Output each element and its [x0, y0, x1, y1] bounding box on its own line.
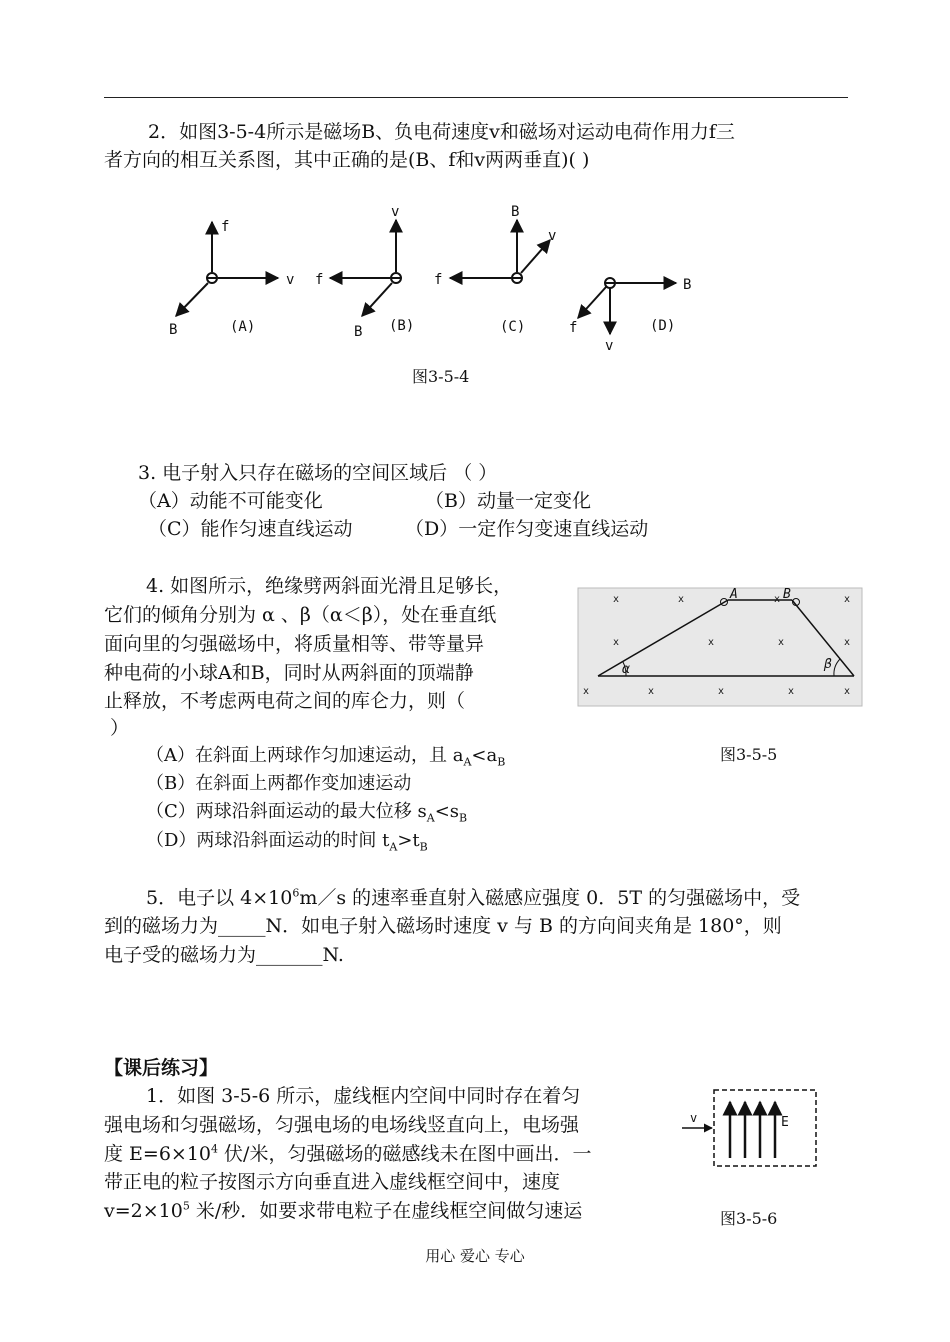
label-c: (C)	[500, 319, 526, 335]
field-cross: x	[613, 637, 620, 648]
q2-line1: 2．如图3-5-4所示是磁场B、负电荷速度v和磁场对运动电荷作用力f三	[148, 121, 735, 143]
angle-alpha-label: α	[622, 662, 630, 677]
label-b-b: B	[354, 324, 363, 340]
label-d-f: f	[569, 320, 578, 336]
homework-line4: 带正电的粒子按图示方向垂直进入虚线框空间中，速度	[104, 1171, 561, 1193]
q4-option-a: （A）在斜面上两球作匀加速运动，且 $a_A<a_B$	[146, 745, 506, 769]
ball-b-label: B	[783, 587, 791, 602]
field-cross: x	[718, 686, 725, 697]
q3-stem: 3. 电子射入只存在磁场的空间区域后 （ ）	[138, 462, 498, 484]
diagram-b	[330, 220, 401, 316]
label-a: (A)	[230, 319, 256, 335]
diagram-c	[450, 220, 550, 283]
homework-line2: 强电场和匀强磁场，匀强电场的电场线竖直向上，电场强	[104, 1114, 580, 1136]
homework-line1: 1．如图 3-5-6 所示，虚线框内空间中同时存在着匀	[146, 1085, 581, 1107]
q2-line2: 者方向的相互关系图，其中正确的是(B、f和v两两垂直)( )	[104, 149, 590, 171]
figure-3-5-6	[680, 1086, 820, 1172]
q4-option-d: （D）两球沿斜面运动的时间 $t_A>t_B$	[146, 830, 428, 854]
label-c-b: B	[511, 204, 520, 220]
label-a-b: B	[169, 322, 178, 338]
field-cross: x	[844, 686, 851, 697]
homework-heading: 【课后练习】	[104, 1057, 219, 1079]
field-cross: x	[678, 594, 685, 605]
figure-3-5-6-caption: 图3-5-6	[720, 1209, 778, 1228]
q4-line6: ）	[110, 717, 130, 739]
q5-line3: 电子受的磁场力为_______N.	[104, 944, 344, 966]
homework-line3: 度 $E=6\times 10^4$ 伏/米，匀强磁场的磁感线未在图中画出．一	[104, 1142, 592, 1165]
angle-beta-label: β	[824, 657, 832, 672]
field-cross: x	[648, 686, 655, 697]
q3-option-a: （A）动能不可能变化	[138, 490, 323, 512]
figure-3-5-5-caption: 图3-5-5	[720, 745, 778, 764]
label-d-b: B	[683, 277, 692, 293]
figure-3-5-4-caption: 图3-5-4	[412, 367, 470, 386]
homework-line5: $v=2\times 10^5$ 米/秒．如要求带电粒子在虚线框空间做匀速运	[104, 1199, 583, 1222]
label-a-f: f	[221, 219, 230, 235]
field-cross: x	[583, 686, 590, 697]
field-cross: x	[778, 637, 785, 648]
label-d-v: v	[605, 338, 614, 354]
label-b-f: f	[315, 272, 324, 288]
q3-option-d: （D）一定作匀变速直线运动	[405, 518, 649, 540]
field-cross: x	[844, 594, 851, 605]
ball-a-label: A	[730, 587, 738, 602]
q4-line4: 种电荷的小球A和B，同时从两斜面的顶端静	[104, 662, 474, 684]
field-cross: x	[788, 686, 795, 697]
page-footer: 用心 爱心 专心	[425, 1247, 525, 1265]
label-a-v: v	[286, 272, 295, 288]
label-c-f: f	[434, 272, 443, 288]
field-cross: x	[774, 594, 781, 605]
figure-3-5-5	[578, 588, 862, 706]
field-cross: x	[613, 594, 620, 605]
label-b: (B)	[389, 318, 415, 334]
label-d: (D)	[650, 318, 676, 334]
q5-line1: 5．电子以 $4\times 10^6m/s$ 的速率垂直射入磁感应强度 0．5T 的匀强磁场中，受	[146, 886, 801, 909]
q4-option-b: （B）在斜面上两都作变加速运动	[146, 773, 412, 794]
field-e-label: E	[781, 1115, 789, 1130]
label-c-v: v	[548, 228, 557, 244]
q5-line2: 到的磁场力为_____N．如电子射入磁场时速度 v 与 B 的方向间夹角是 180°，则	[104, 915, 782, 937]
field-cross: x	[708, 637, 715, 648]
q4-line3: 面向里的匀强磁场中，将质量相等、带等量异	[104, 633, 485, 655]
q4-line1: 4. 如图所示，绝缘劈两斜面光滑且足够长，	[146, 575, 513, 597]
q4-line2: 它们的倾角分别为 α 、β（α＜β），处在垂直纸	[104, 604, 497, 626]
diagram-a	[176, 222, 278, 316]
q4-line5: 止释放，不考虑两电荷之间的库仑力，则（	[104, 690, 466, 712]
q4-option-c: （C）两球沿斜面运动的最大位移 $s_A<s_B$	[146, 801, 468, 825]
field-cross: x	[844, 637, 851, 648]
figure-3-5-4	[0, 0, 950, 420]
velocity-label: v	[690, 1111, 698, 1125]
q3-option-c: （C）能作匀速直线运动	[148, 518, 353, 540]
label-b-v: v	[391, 204, 400, 220]
q3-option-b: （B）动量一定变化	[425, 490, 591, 512]
